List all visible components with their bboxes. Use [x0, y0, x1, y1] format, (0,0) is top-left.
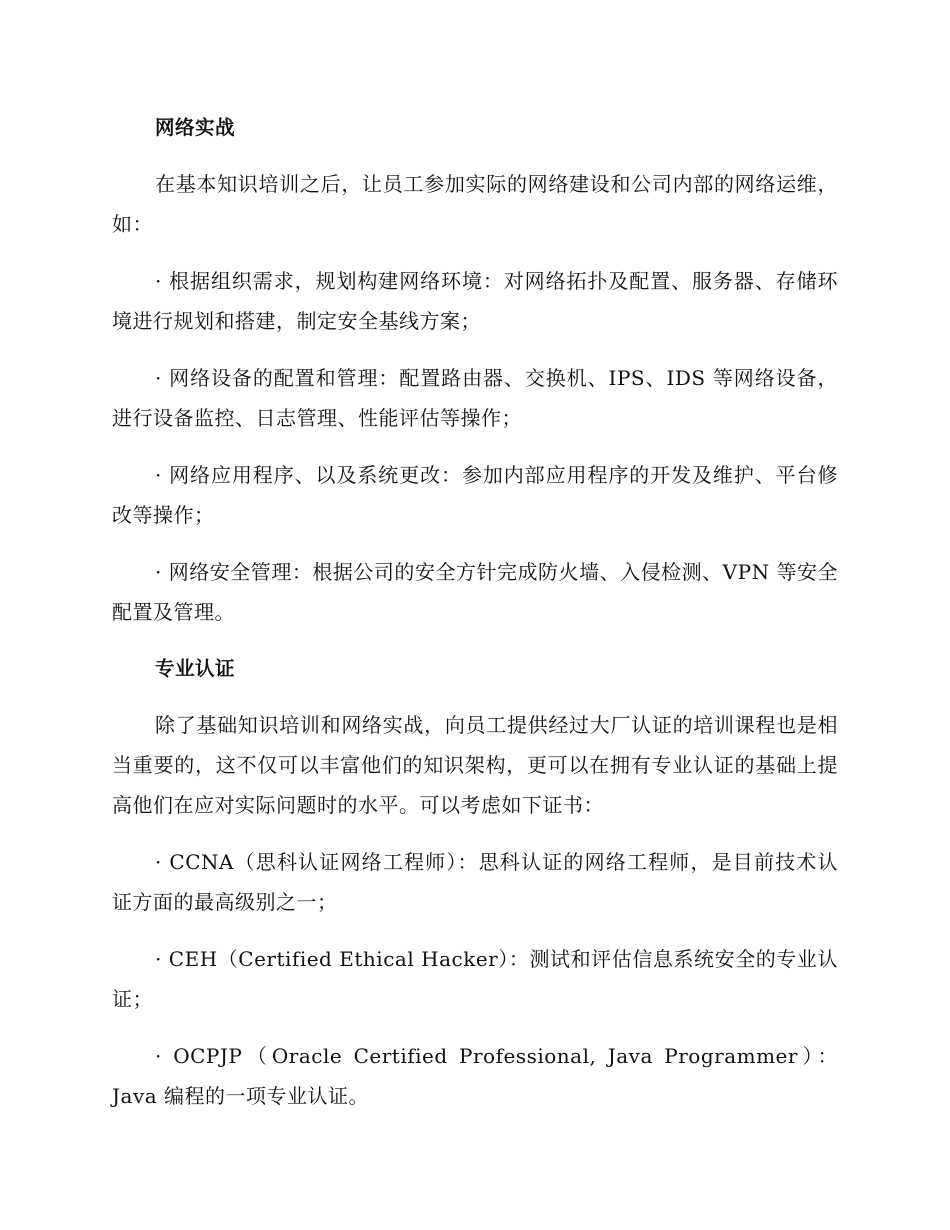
certification-bullet-ccna: · CCNA（思科认证网络工程师）：思科认证的网络工程师，是目前技术认证方面的最高级别之一；	[112, 850, 838, 914]
section-heading-certification: 专业认证	[155, 657, 236, 680]
network-practice-bullet-1: · 根据组织需求，规划构建网络环境：对网络拓扑及配置、服务器、存储环境进行规划和搭建，制定安全基线方案；	[112, 269, 838, 333]
network-practice-intro: 在基本知识培训之后，让员工参加实际的网络建设和公司内部的网络运维，如：	[112, 172, 838, 236]
network-practice-bullet-4: · 网络安全管理：根据公司的安全方针完成防火墙、入侵检测、VPN 等安全配置及管理。	[112, 560, 838, 624]
network-practice-bullet-3: · 网络应用程序、以及系统更改：参加内部应用程序的开发及维护、平台修改等操作；	[112, 463, 838, 527]
certification-bullet-ocpjp: · OCPJP（Oracle Certified Professional, Java Programmer）：Java 编程的一项专业认证。	[112, 1044, 838, 1108]
network-practice-bullet-2: · 网络设备的配置和管理：配置路由器、交换机、IPS、IDS 等网络设备，进行设备监控、日志管理、性能评估等操作；	[112, 366, 838, 430]
certification-bullet-ceh: · CEH（Certified Ethical Hacker）：测试和评估信息系统安全的专业认证；	[112, 947, 838, 1011]
section-heading-network-practice: 网络实战	[155, 116, 236, 139]
certification-intro: 除了基础知识培训和网络实战，向员工提供经过大厂认证的培训课程也是相当重要的，这不仅可以丰富他们的知识架构，更可以在拥有专业认证的基础上提高他们在应对实际问题时的水平。可以考虑如下证书：	[112, 713, 838, 817]
